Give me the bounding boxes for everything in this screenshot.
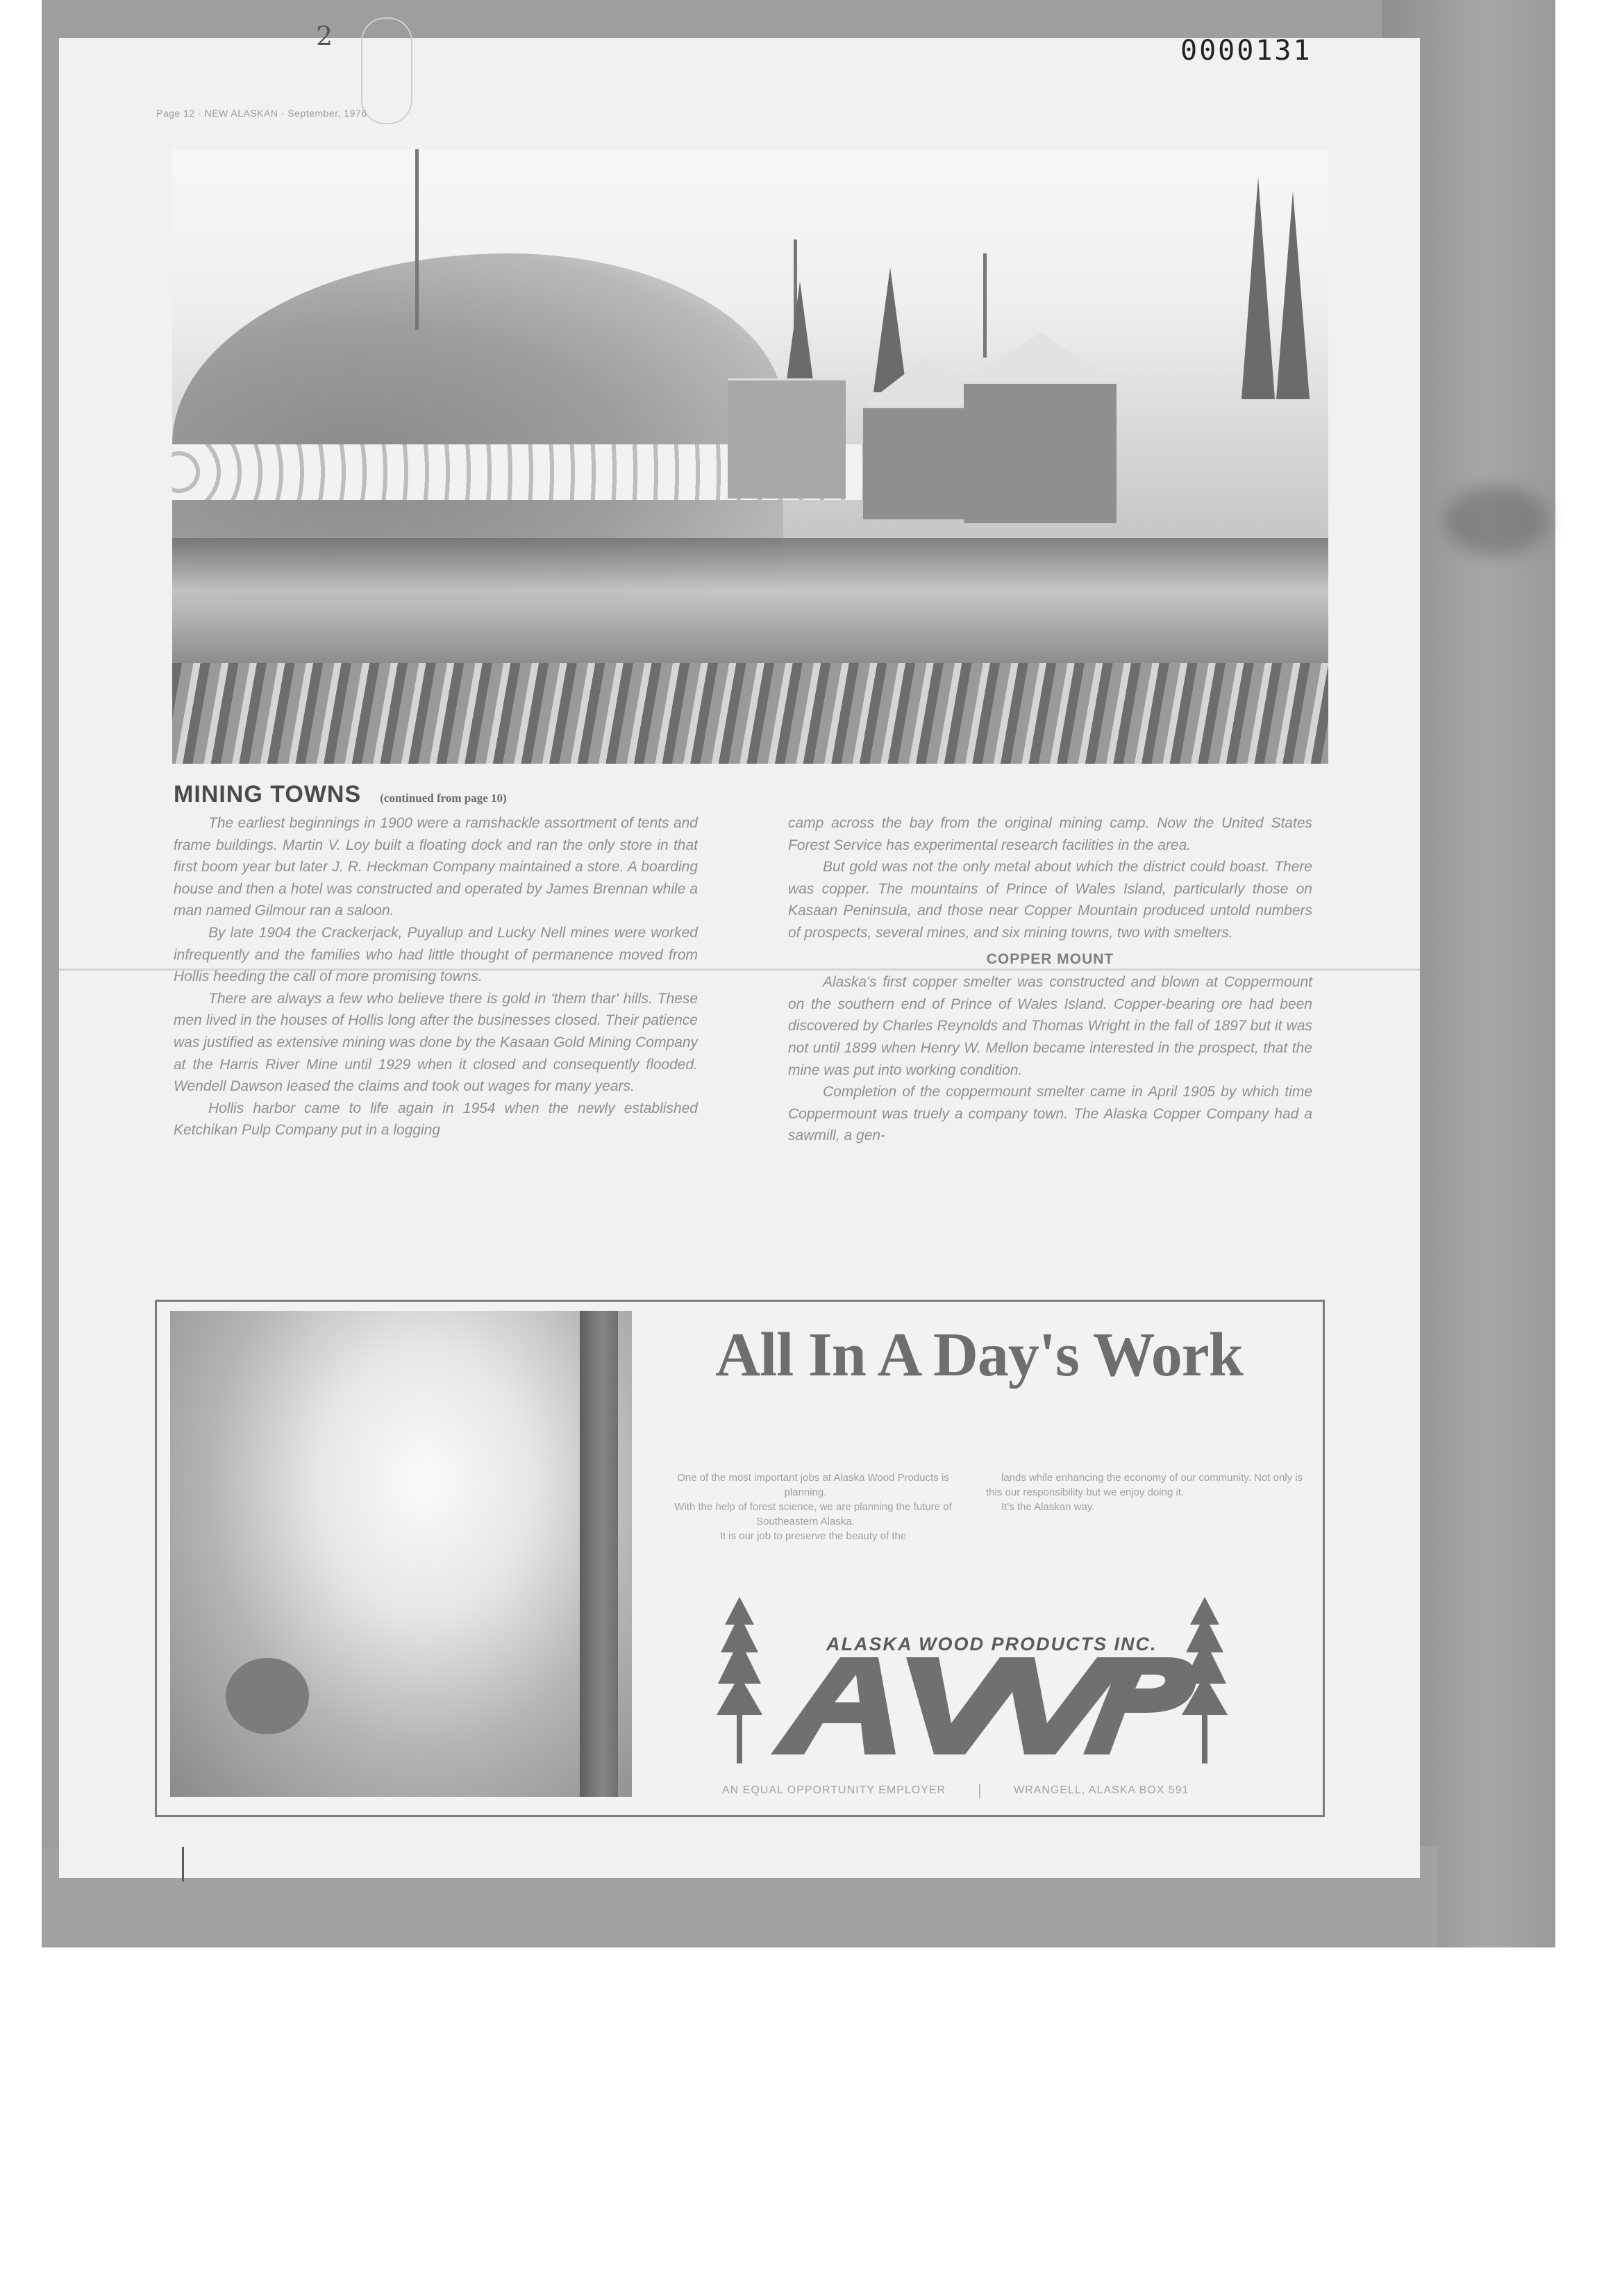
ad-forester-figure bbox=[226, 1658, 309, 1734]
ad-title: All In A Day's Work bbox=[715, 1321, 1243, 1389]
document-serial-number: 0000131 bbox=[1180, 35, 1312, 67]
article-paragraph: camp across the bay from the original mining camp. Now the United States Forest Service has experimental research facilities in the area. bbox=[788, 815, 1312, 853]
page-folio: Page 12 · NEW ALASKAN · September, 1976 bbox=[156, 108, 367, 119]
article-headline: MINING TOWNS bbox=[174, 781, 362, 807]
article-paragraph: But gold was not the only metal about which the district could boast. There was copper. The mountains of Prince of Wales Island, particularly those on Kasaan Peninsula, and those near Copper Mountain produced untold numbers of prospects, several mines, and six mining towns, two with smelters. bbox=[788, 859, 1312, 941]
article-paragraph: Completion of the coppermount smelter came in April 1905 by which time Coppermount was truely a company town. The Alaska Copper Company had a sawmill, a gen- bbox=[788, 1084, 1312, 1144]
photo-water bbox=[172, 538, 1328, 670]
photo-mast bbox=[415, 149, 419, 330]
ad-footer-address: WRANGELL, ALASKA BOX 591 bbox=[1014, 1784, 1189, 1796]
article-paragraph: Alaska's first copper smelter was constructed and blown at Coppermount on the southern end of Prince of Wales Island. Copper-bearing ore had been discovered by Charles Reynolds and Thomas Wright in the fall of 1897 but it was not until 1899 when Henry W. Mellon became interested in the prospect, that the mine was put into working condition. bbox=[788, 974, 1312, 1078]
ad-body-left bbox=[649, 1470, 962, 1543]
ad-paragraph: It is our job to preserve the beauty of the bbox=[719, 1530, 907, 1542]
ad-tree-trunk bbox=[580, 1311, 618, 1797]
ad-footer-divider bbox=[979, 1784, 980, 1798]
photo-tree bbox=[1241, 177, 1275, 399]
company-name: ALASKA WOOD PRODUCTS INC. bbox=[826, 1634, 1157, 1654]
awp-logo bbox=[715, 1597, 1229, 1777]
article-column-1 bbox=[174, 812, 698, 1141]
photo-foreground bbox=[172, 663, 1328, 764]
ad-paragraph: lands while enhancing the economy of our community. Not only is this our responsibility but we enjoy doing it. bbox=[986, 1472, 1303, 1498]
continued-note: (continued from page 10) bbox=[380, 791, 507, 805]
backdrop-stain bbox=[1444, 486, 1548, 555]
photo-roof bbox=[964, 333, 1117, 382]
ad-body-right bbox=[986, 1470, 1312, 1514]
article-heading bbox=[174, 781, 507, 808]
ad-paragraph: With the help of forest science, we are planning the future of Southeastern Alaska. bbox=[674, 1501, 952, 1527]
article-subhead: COPPER MOUNT bbox=[986, 950, 1114, 967]
paper-clip-icon bbox=[361, 17, 412, 124]
article-paragraph: By late 1904 the Crackerjack, Puyallup and Lucky Nell mines were worked infrequently and the families who had little thought of permanence moved from Hollis heeding the call of more promising towns. bbox=[174, 924, 698, 985]
ad-paragraph: It's the Alaskan way. bbox=[1001, 1501, 1095, 1513]
article-paragraph: There are always a few who believe there is gold in 'them thar' hills. These men lived in the houses of Hollis long after the businesses closed. Their patience was justified as extensive mining was done by the Kasaan Gold Mining Company at the Harris River Mine until 1929 when it closed and consequently flooded. Wendell Dawson leased the claims and took out wages for many years. bbox=[174, 990, 698, 1095]
article-column-2 bbox=[788, 812, 1312, 1147]
handwritten-mark: 2 bbox=[316, 21, 333, 51]
photo-tree bbox=[1276, 191, 1310, 399]
awp-monogram-icon bbox=[757, 1647, 1201, 1758]
ad-paragraph: One of the most important jobs at Alaska Wood Products is planning. bbox=[677, 1472, 949, 1498]
photo-building bbox=[964, 382, 1117, 523]
tokeen-photograph bbox=[172, 149, 1328, 764]
ad-forest-photograph bbox=[170, 1311, 632, 1797]
photo-mill bbox=[728, 378, 846, 498]
article-paragraph: The earliest beginnings in 1900 were a ramshackle assortment of tents and frame buildings. Martin V. Loy built a floating dock and ran the only store in that first boom year but later J. R. Heckman Company maintained a store. A boarding house and then a hotel was constructed and operated by James Brennan while a man named Gilmour ran a saloon. bbox=[174, 815, 698, 919]
ad-footer-equal-opportunity: AN EQUAL OPPORTUNITY EMPLOYER bbox=[722, 1784, 946, 1796]
article-paragraph: Hollis harbor came to life again in 1954 when the newly established Ketchikan Pulp Company put in a logging bbox=[174, 1100, 698, 1139]
scan-edge-mark bbox=[182, 1847, 184, 1882]
